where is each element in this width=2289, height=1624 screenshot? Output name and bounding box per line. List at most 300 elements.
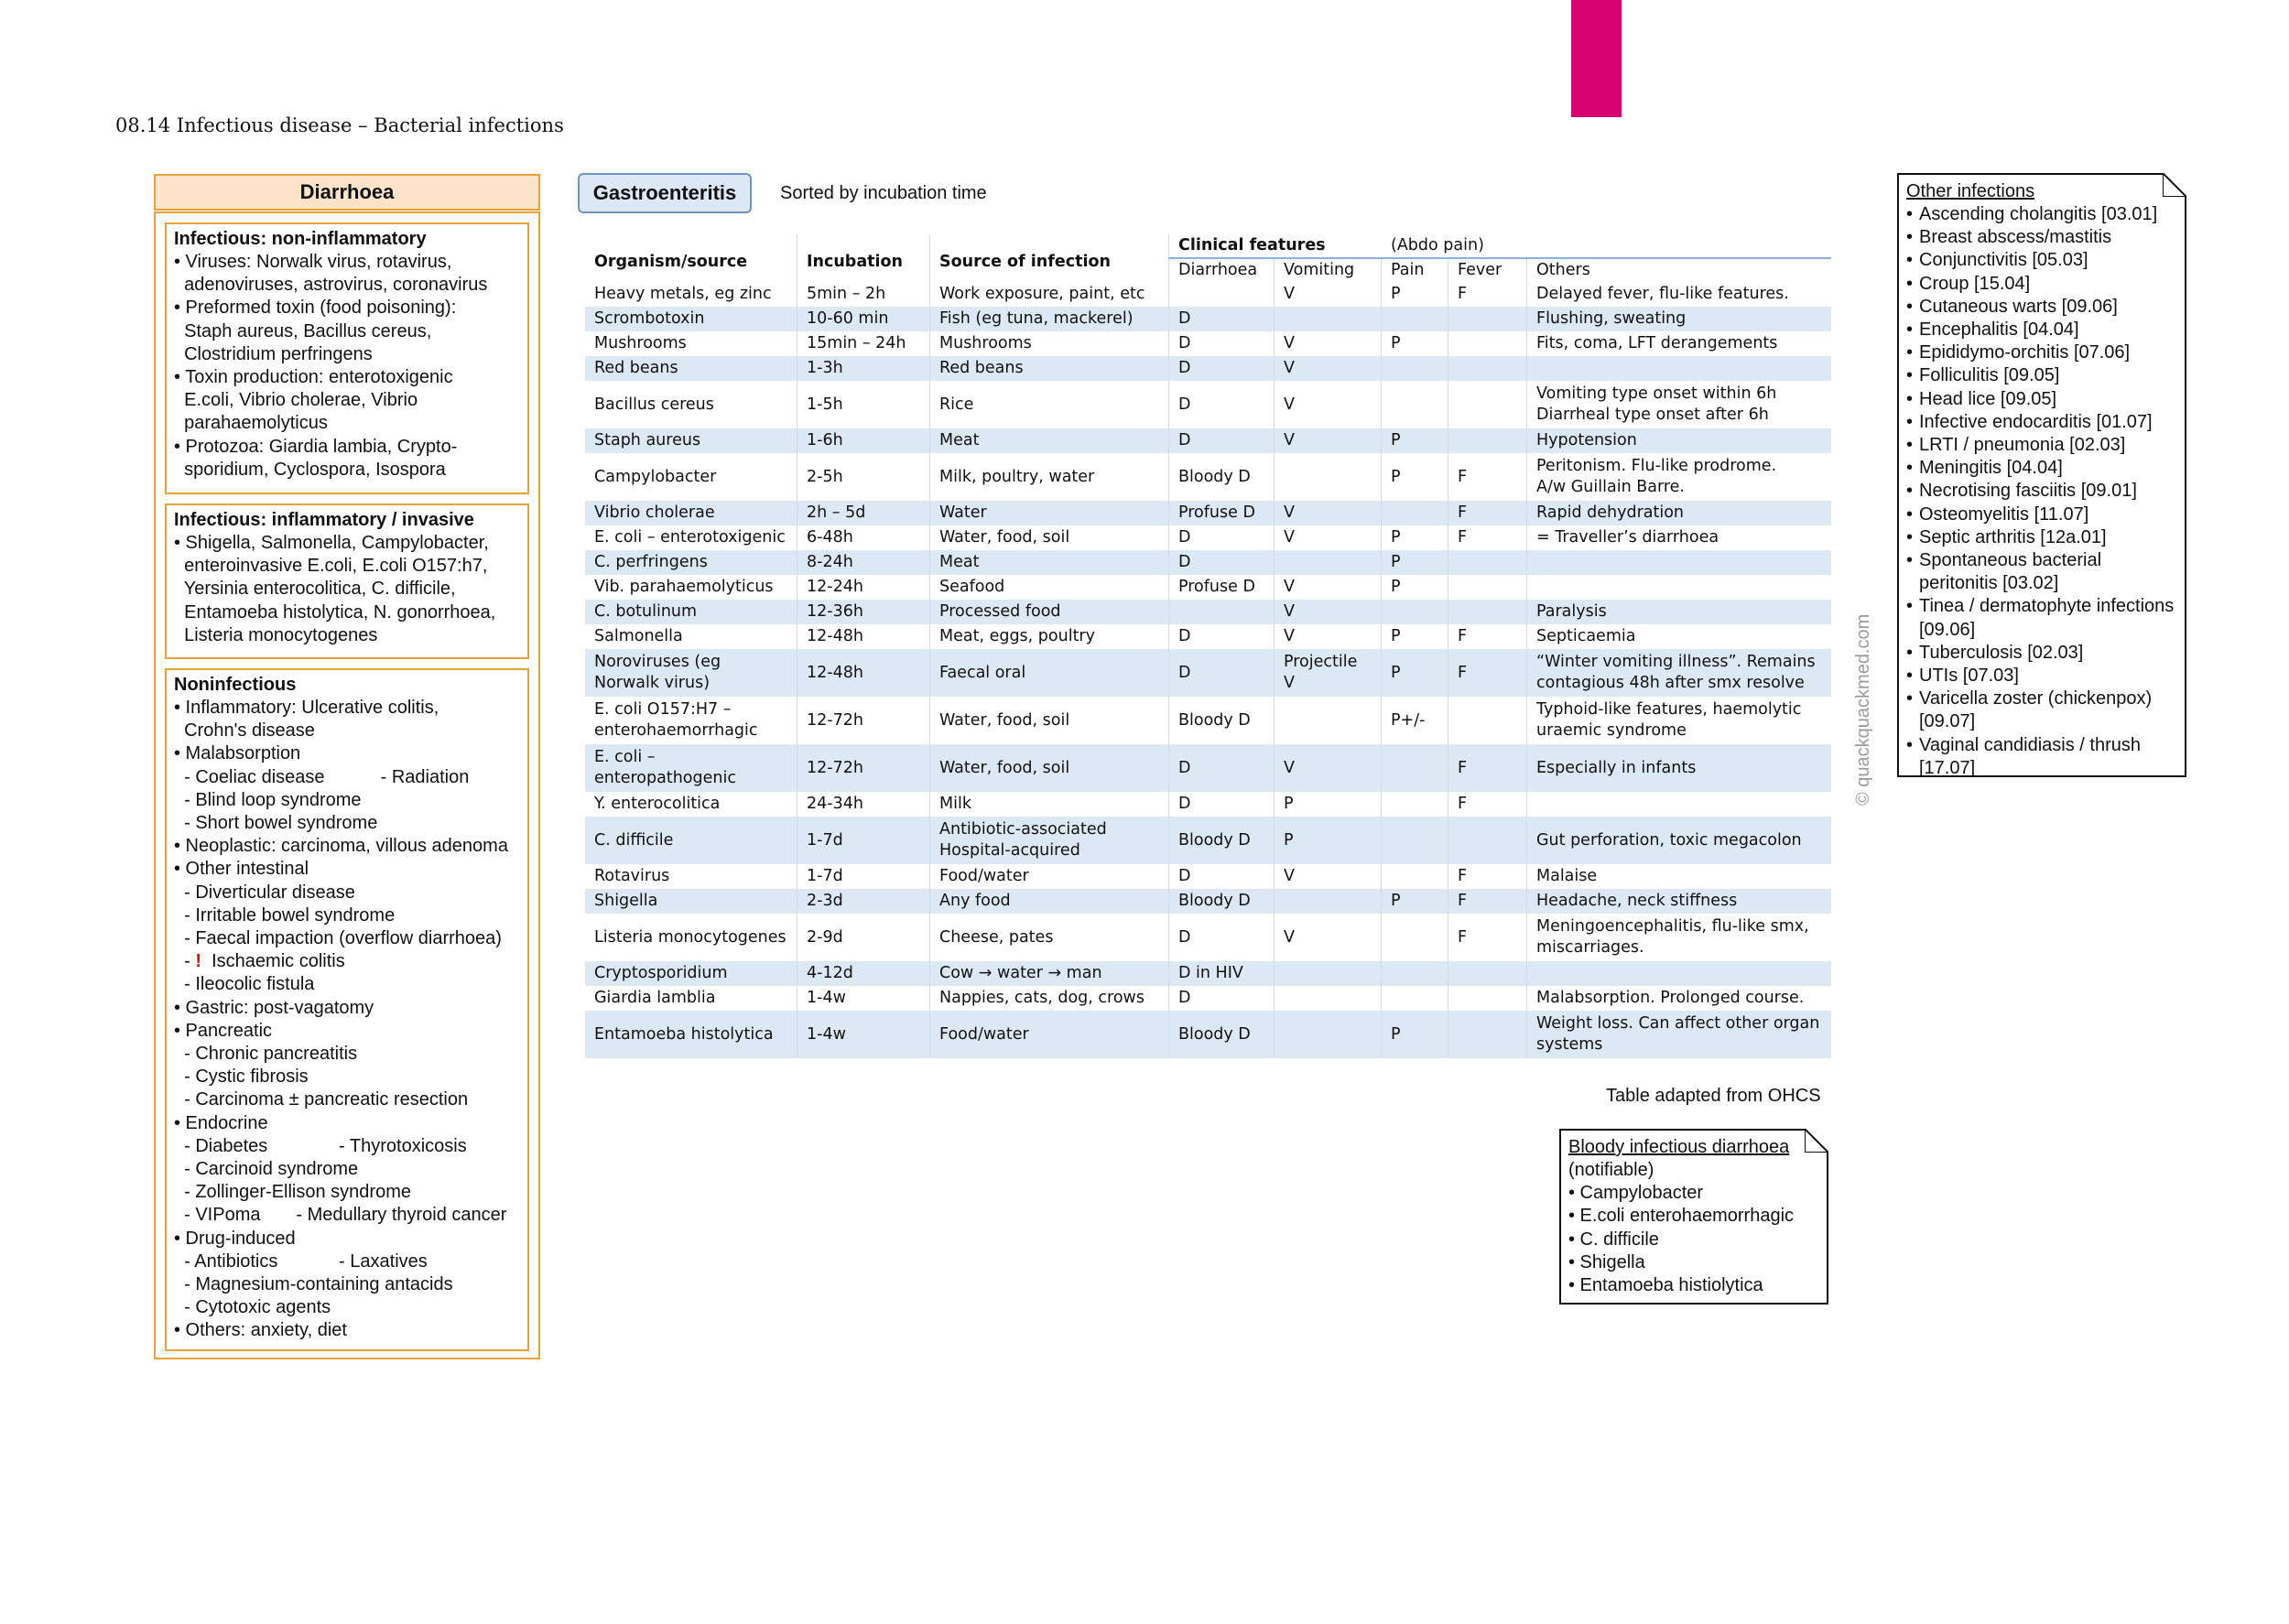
cell-organism: Bacillus cereus — [585, 381, 797, 428]
list-item: • Inflammatory: Ulcerative colitis, — [174, 698, 439, 718]
list-item: - Carcinoma ± pancreatic resection — [174, 1089, 469, 1110]
cell-diarrhoea: D — [1169, 331, 1275, 356]
cell-incubation: 12-72h — [797, 697, 930, 744]
cell-vomiting — [1275, 889, 1382, 914]
section-heading: Infectious: non-inflammatory — [174, 229, 427, 249]
list-item: • Protozoa: Giardia lambia, Crypto- — [174, 436, 458, 457]
table-row — [585, 649, 1831, 697]
cell-fever — [1448, 1011, 1527, 1058]
cell-pain: P — [1382, 550, 1448, 575]
list-item — [1906, 341, 2177, 364]
bullet-icon: • — [1906, 435, 1914, 456]
table-row — [585, 525, 1831, 550]
cell-source: Mushrooms — [930, 331, 1169, 356]
table-row — [585, 624, 1831, 649]
table-row — [585, 307, 1831, 331]
cell-others: Peritonism. Flu-like prodrome. A/w Guillain Barre. — [1527, 453, 1831, 501]
cell-incubation: 1-4w — [797, 986, 930, 1011]
header-incubation: Incubation — [797, 234, 930, 282]
cell-others: Weight loss. Can affect other organ systems — [1527, 1011, 1831, 1058]
cell-organism: Vibrio cholerae — [585, 501, 797, 525]
table-row — [585, 792, 1831, 817]
table-row — [585, 550, 1831, 575]
list-item-label: Cutaneous warts [09.06] — [1919, 296, 2118, 317]
diarrhoea-title: Diarrhoea — [154, 174, 540, 211]
table-row — [585, 575, 1831, 600]
diarrhoea-panel — [154, 211, 540, 1359]
list-item: - Short bowel syndrome — [174, 813, 378, 834]
cell-diarrhoea: D — [1169, 792, 1275, 817]
list-item: - Cytotoxic agents — [174, 1297, 331, 1318]
cell-organism: E. coli O157:H7 – enterohaemorrhagic — [585, 697, 797, 744]
cell-incubation: 8-24h — [797, 550, 930, 575]
cell-organism: Mushrooms — [585, 331, 797, 356]
cell-fever — [1448, 697, 1527, 744]
cell-organism: Shigella — [585, 889, 797, 914]
cell-organism: C. difficile — [585, 817, 797, 864]
cell-organism: E. coli – enteropathogenic — [585, 744, 797, 792]
cell-diarrhoea — [1169, 282, 1275, 307]
header-abdo-pain: (Abdo pain) — [1382, 234, 1831, 258]
cell-source: Rice — [930, 381, 1169, 428]
list-item — [1906, 203, 2177, 226]
list-item: - Ileocolic fistula — [174, 974, 315, 995]
cell-pain — [1382, 600, 1448, 624]
list-item-label: Croup [15.04] — [1919, 273, 2031, 294]
section-tab-marker — [1571, 0, 1622, 117]
list-item: - Blind loop syndrome — [174, 789, 362, 810]
cell-others: Especially in infants — [1527, 744, 1831, 792]
cell-diarrhoea: D — [1169, 649, 1275, 697]
bullet-icon: • — [1906, 273, 1914, 294]
gastroenteritis-subtitle: Sorted by incubation time — [780, 183, 987, 203]
cell-fever — [1448, 817, 1527, 864]
cell-source: Antibiotic-associated Hospital-acquired — [930, 817, 1169, 864]
list-item — [1906, 411, 2177, 434]
bullet-icon: • — [1906, 388, 1914, 409]
cell-diarrhoea: D — [1169, 525, 1275, 550]
cell-fever — [1448, 550, 1527, 575]
cell-pain — [1382, 986, 1448, 1011]
table-row — [585, 600, 1831, 624]
list-item: • Other intestinal — [174, 859, 309, 880]
list-item-label: Folliculitis [09.05] — [1919, 365, 2060, 386]
cell-source: Water — [930, 501, 1169, 525]
cell-organism: Listeria monocytogenes — [585, 914, 797, 961]
cell-fever: F — [1448, 744, 1527, 792]
cell-fever — [1448, 600, 1527, 624]
list-item: - Coeliac disease - Radiation — [174, 766, 470, 787]
cell-fever — [1448, 575, 1527, 600]
list-item: - Antibiotics - Laxatives — [174, 1250, 428, 1272]
cell-fever: F — [1448, 282, 1527, 307]
cell-vomiting: P — [1275, 792, 1382, 817]
list-item: Clostridium perfringens — [174, 343, 373, 364]
cell-diarrhoea: Bloody D — [1169, 453, 1275, 501]
table-caption: Table adapted from OHCS — [1606, 1086, 1821, 1106]
cell-fever: F — [1448, 792, 1527, 817]
table-row — [585, 697, 1831, 744]
list-item: • Shigella — [1568, 1251, 1645, 1272]
cell-source: Milk — [930, 792, 1169, 817]
cell-incubation: 12-24h — [797, 575, 930, 600]
bullet-icon: • — [1906, 688, 1914, 709]
header-vomiting: Vomiting — [1275, 258, 1382, 282]
cell-fever: F — [1448, 864, 1527, 889]
list-item — [1906, 526, 2177, 549]
bullet-icon: • — [1906, 365, 1914, 386]
cell-fever: F — [1448, 525, 1527, 550]
cell-others: Fits, coma, LFT derangements — [1527, 331, 1831, 356]
cell-fever: F — [1448, 624, 1527, 649]
cell-incubation: 12-48h — [797, 624, 930, 649]
cell-source: Meat — [930, 428, 1169, 453]
cell-others: = Traveller’s diarrhoea — [1527, 525, 1831, 550]
cell-vomiting — [1275, 453, 1382, 501]
bullet-icon: • — [1906, 227, 1914, 248]
note-title: Other infections — [1906, 181, 2035, 201]
cell-others: Paralysis — [1527, 600, 1831, 624]
list-item-label: Septic arthritis [12a.01] — [1919, 526, 2107, 547]
list-item: • Malabsorption — [174, 743, 301, 764]
cell-fever: F — [1448, 649, 1527, 697]
list-item — [1906, 457, 2177, 480]
cell-diarrhoea: D in HIV — [1169, 961, 1275, 986]
list-item — [1906, 734, 2177, 780]
cell-diarrhoea: D — [1169, 381, 1275, 428]
cell-source: Meat — [930, 550, 1169, 575]
list-item: parahaemolyticus — [174, 413, 328, 434]
cell-fever: F — [1448, 453, 1527, 501]
cell-source: Cow → water → man — [930, 961, 1169, 986]
cell-fever — [1448, 356, 1527, 381]
list-item: • Pancreatic — [174, 1020, 273, 1041]
cell-diarrhoea: D — [1169, 307, 1275, 331]
cell-source: Red beans — [930, 356, 1169, 381]
bullet-icon: • — [1906, 342, 1914, 363]
cell-vomiting: V — [1275, 624, 1382, 649]
header-fever: Fever — [1448, 258, 1527, 282]
list-item — [1906, 226, 2177, 249]
cell-fever — [1448, 986, 1527, 1011]
cell-others — [1527, 961, 1831, 986]
list-item: - Faecal impaction (overflow diarrhoea) — [174, 928, 502, 949]
list-item-label: Meningitis [04.04] — [1919, 458, 2063, 479]
section-infectious-inflammatory — [165, 503, 529, 659]
list-item-label: Vaginal candidiasis / thrush [17.07] — [1919, 734, 2141, 778]
cell-others: Vomiting type onset within 6h Diarrheal type onset after 6h — [1527, 381, 1831, 428]
bullet-icon: • — [1906, 481, 1914, 502]
cell-organism: C. botulinum — [585, 600, 797, 624]
note-subtitle: (notifiable) — [1568, 1160, 1654, 1180]
cell-pain: P — [1382, 889, 1448, 914]
list-item — [1906, 595, 2177, 641]
cell-vomiting: V — [1275, 356, 1382, 381]
cell-incubation: 4-12d — [797, 961, 930, 986]
cell-pain — [1382, 501, 1448, 525]
cell-source: Fish (eg tuna, mackerel) — [930, 307, 1169, 331]
table-row — [585, 914, 1831, 961]
cell-others — [1527, 792, 1831, 817]
list-item-label: Tuberculosis [02.03] — [1919, 642, 2084, 663]
cell-others — [1527, 575, 1831, 600]
cell-diarrhoea: D — [1169, 864, 1275, 889]
list-item: - Cystic fibrosis — [174, 1066, 309, 1088]
cell-source: Faecal oral — [930, 649, 1169, 697]
cell-incubation: 12-36h — [797, 600, 930, 624]
cell-pain: P — [1382, 575, 1448, 600]
cell-organism: Vib. parahaemolyticus — [585, 575, 797, 600]
bullet-icon: • — [1906, 319, 1914, 341]
cell-vomiting: V — [1275, 331, 1382, 356]
list-item-label: Breast abscess/mastitis — [1919, 227, 2112, 248]
cell-source: Milk, poultry, water — [930, 453, 1169, 501]
cell-incubation: 2-9d — [797, 914, 930, 961]
table-row — [585, 501, 1831, 525]
cell-pain — [1382, 914, 1448, 961]
bullet-icon: • — [1906, 250, 1914, 271]
cell-vomiting — [1275, 961, 1382, 986]
header-source: Source of infection — [930, 234, 1169, 282]
bullet-icon: • — [1906, 458, 1914, 479]
cell-others: Headache, neck stiffness — [1527, 889, 1831, 914]
cell-incubation: 1-5h — [797, 381, 930, 428]
cell-organism: Heavy metals, eg zinc — [585, 282, 797, 307]
cell-pain: P — [1382, 331, 1448, 356]
cell-vomiting: P — [1275, 817, 1382, 864]
cell-organism: Salmonella — [585, 624, 797, 649]
bloody-diarrhoea-note — [1559, 1129, 1828, 1305]
cell-vomiting: V — [1275, 282, 1382, 307]
cell-vomiting: V — [1275, 381, 1382, 428]
cell-others: Hypotension — [1527, 428, 1831, 453]
cell-pain — [1382, 744, 1448, 792]
list-item: Entamoeba histolytica, N. gonorrhoea, — [174, 601, 496, 623]
cell-fever — [1448, 428, 1527, 453]
cell-source: Seafood — [930, 575, 1169, 600]
cell-source: Nappies, cats, dog, crows — [930, 986, 1169, 1011]
cell-organism: Noroviruses (eg Norwalk virus) — [585, 649, 797, 697]
cell-vomiting: V — [1275, 575, 1382, 600]
list-item: - Magnesium-containing antacids — [174, 1274, 453, 1295]
list-item — [1906, 480, 2177, 503]
cell-others: Flushing, sweating — [1527, 307, 1831, 331]
bullet-icon: • — [1906, 666, 1914, 687]
list-item-label: Conjunctivitis [05.03] — [1919, 250, 2088, 271]
header-pain: Pain — [1382, 258, 1448, 282]
cell-fever — [1448, 961, 1527, 986]
cell-incubation: 2-5h — [797, 453, 930, 501]
bullet-icon: • — [1906, 550, 1914, 571]
table-row — [585, 889, 1831, 914]
list-item: - Carcinoid syndrome — [174, 1159, 359, 1180]
cell-pain: P — [1382, 649, 1448, 697]
cell-organism: C. perfringens — [585, 550, 797, 575]
folded-corner-icon — [1805, 1129, 1828, 1153]
section-noninfectious — [165, 668, 529, 1351]
list-item — [1906, 687, 2177, 733]
cell-vomiting: V — [1275, 501, 1382, 525]
cell-pain: P — [1382, 1011, 1448, 1058]
cell-incubation: 12-72h — [797, 744, 930, 792]
cell-others: Septicaemia — [1527, 624, 1831, 649]
list-item: adenoviruses, astrovirus, coronavirus — [174, 275, 488, 296]
section-heading: Infectious: inflammatory / invasive — [174, 510, 474, 530]
cell-vomiting — [1275, 307, 1382, 331]
gastroenteritis-badge: Gastroenteritis — [578, 173, 752, 213]
cell-vomiting: V — [1275, 600, 1382, 624]
list-item: • Campylobacter — [1568, 1183, 1704, 1204]
cell-source: Water, food, soil — [930, 697, 1169, 744]
list-item: • Others: anxiety, diet — [174, 1320, 347, 1341]
cell-diarrhoea — [1169, 600, 1275, 624]
cell-vomiting: V — [1275, 744, 1382, 792]
cell-vomiting — [1275, 697, 1382, 744]
section-heading: Noninfectious — [174, 675, 297, 695]
cell-vomiting: V — [1275, 864, 1382, 889]
cell-diarrhoea: D — [1169, 550, 1275, 575]
cell-pain — [1382, 792, 1448, 817]
cell-organism: Cryptosporidium — [585, 961, 797, 986]
cell-fever: F — [1448, 889, 1527, 914]
note-title: Bloody infectious diarrhoea — [1568, 1137, 1790, 1157]
cell-diarrhoea: Bloody D — [1169, 817, 1275, 864]
list-item — [1906, 503, 2177, 526]
cell-others: Gut perforation, toxic megacolon — [1527, 817, 1831, 864]
cell-diarrhoea: D — [1169, 914, 1275, 961]
cell-incubation: 2-3d — [797, 889, 930, 914]
cell-diarrhoea: D — [1169, 428, 1275, 453]
list-item-label: Necrotising fasciitis [09.01] — [1919, 481, 2137, 502]
cell-incubation: 1-7d — [797, 864, 930, 889]
cell-incubation: 5min – 2h — [797, 282, 930, 307]
list-item: - VIPoma - Medullary thyroid cancer — [174, 1205, 507, 1226]
bullet-icon: • — [1906, 596, 1914, 617]
cell-pain: P — [1382, 453, 1448, 501]
list-item: - Irritable bowel syndrome — [174, 904, 396, 926]
list-item: Yersinia enterocolitica, C. difficile, — [174, 579, 456, 600]
other-infections-note — [1897, 173, 2186, 777]
table-row — [585, 817, 1831, 864]
list-item-ischaemic-colitis: - ! Ischaemic colitis — [174, 951, 345, 972]
cell-incubation: 1-4w — [797, 1011, 930, 1058]
cell-others: Meningoencephalitis, flu-like smx, miscarriages. — [1527, 914, 1831, 961]
cell-others: Delayed fever, flu-like features. — [1527, 282, 1831, 307]
bullet-icon: • — [1906, 411, 1914, 432]
list-item: • Drug-induced — [174, 1228, 296, 1249]
cell-pain — [1382, 864, 1448, 889]
cell-source: Processed food — [930, 600, 1169, 624]
cell-source: Food/water — [930, 1011, 1169, 1058]
table-row — [585, 864, 1831, 889]
list-item: • Entamoeba histiolytica — [1568, 1275, 1763, 1296]
cell-source: Meat, eggs, poultry — [930, 624, 1169, 649]
table-row — [585, 744, 1831, 792]
cell-incubation: 2h – 5d — [797, 501, 930, 525]
list-item — [1906, 296, 2177, 319]
list-item — [1906, 364, 2177, 387]
cell-diarrhoea: D — [1169, 986, 1275, 1011]
cell-diarrhoea: D — [1169, 624, 1275, 649]
list-item: enteroinvasive E.coli, E.coli O157:h7, — [174, 556, 488, 577]
table-row — [585, 381, 1831, 428]
list-item — [1906, 665, 2177, 687]
cell-vomiting: V — [1275, 525, 1382, 550]
list-item: Listeria monocytogenes — [174, 624, 378, 645]
table-row — [585, 961, 1831, 986]
list-item-label: Encephalitis [04.04] — [1919, 319, 2079, 341]
cell-pain: P — [1382, 282, 1448, 307]
cell-pain — [1382, 356, 1448, 381]
list-item — [1906, 249, 2177, 272]
cell-source: Cheese, pates — [930, 914, 1169, 961]
cell-others: Malabsorption. Prolonged course. — [1527, 986, 1831, 1011]
list-item: • Preformed toxin (food poisoning): — [174, 298, 457, 319]
bullet-icon: • — [1906, 296, 1914, 317]
list-item-label: Varicella zoster (chickenpox) [09.07] — [1919, 688, 2153, 732]
cell-organism: Scrombotoxin — [585, 307, 797, 331]
cell-others — [1527, 550, 1831, 575]
bullet-icon: • — [1906, 204, 1914, 224]
table-row — [585, 1011, 1831, 1058]
cell-fever — [1448, 381, 1527, 428]
cell-incubation: 1-3h — [797, 356, 930, 381]
list-item-label: LRTI / pneumonia [02.03] — [1919, 435, 2126, 456]
cell-others: Rapid dehydration — [1527, 501, 1831, 525]
cell-others — [1527, 356, 1831, 381]
cell-organism: Red beans — [585, 356, 797, 381]
cell-pain: P+/- — [1382, 697, 1448, 744]
list-item-label: Tinea / dermatophyte infections [09.06] — [1919, 596, 2175, 640]
cell-organism: Rotavirus — [585, 864, 797, 889]
cell-incubation: 12-48h — [797, 649, 930, 697]
cell-incubation: 10-60 min — [797, 307, 930, 331]
cell-vomiting — [1275, 986, 1382, 1011]
cell-source: Work exposure, paint, etc — [930, 282, 1169, 307]
list-item-label: Spontaneous bacterial peritonitis [03.02] — [1919, 550, 2102, 594]
table-row — [585, 356, 1831, 381]
warning-icon: ! — [195, 951, 202, 972]
list-item-label: Head lice [09.05] — [1919, 388, 2057, 409]
header-organism: Organism/source — [585, 234, 797, 282]
table-row — [585, 282, 1831, 307]
list-item: • Viruses: Norwalk virus, rotavirus, — [174, 252, 452, 272]
cell-source: Any food — [930, 889, 1169, 914]
cell-vomiting: Projectile V — [1275, 649, 1382, 697]
cell-diarrhoea: D — [1169, 744, 1275, 792]
list-item — [1906, 549, 2177, 595]
cell-pain: P — [1382, 624, 1448, 649]
cell-others: Typhoid-like features, haemolytic uraemic syndrome — [1527, 697, 1831, 744]
cell-fever: F — [1448, 914, 1527, 961]
bullet-icon: • — [1906, 734, 1914, 755]
cell-incubation: 15min – 24h — [797, 331, 930, 356]
list-item — [1906, 642, 2177, 665]
cell-vomiting: V — [1275, 428, 1382, 453]
cell-organism: Staph aureus — [585, 428, 797, 453]
list-item: • Gastric: post-vagatomy — [174, 997, 374, 1018]
list-item: • Shigella, Salmonella, Campylobacter, — [174, 533, 489, 553]
list-item: sporidium, Cyclospora, Isospora — [174, 459, 446, 480]
cell-incubation: 6-48h — [797, 525, 930, 550]
list-item: • E.coli enterohaemorrhagic — [1568, 1206, 1795, 1227]
cell-organism: Entamoeba histolytica — [585, 1011, 797, 1058]
cell-diarrhoea: Profuse D — [1169, 575, 1275, 600]
watermark: © quackquackmed.com — [1853, 613, 1873, 806]
cell-vomiting — [1275, 1011, 1382, 1058]
list-item: - Zollinger-Ellison syndrome — [174, 1182, 411, 1203]
cell-fever — [1448, 307, 1527, 331]
